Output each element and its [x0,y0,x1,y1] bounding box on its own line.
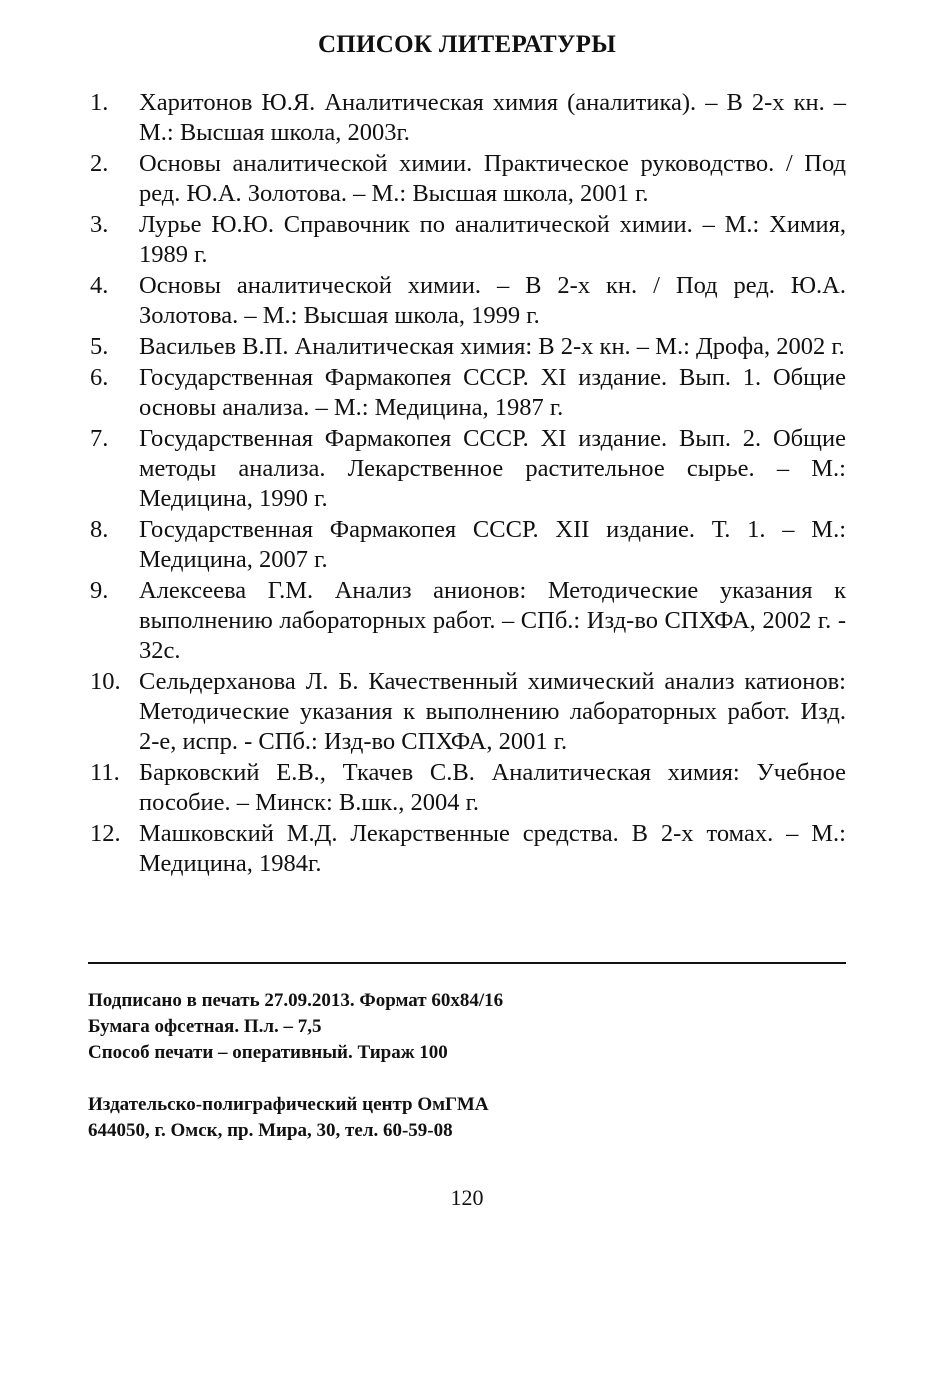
reference-number: 3. [90,211,109,238]
reference-item [88,332,846,362]
reference-text: Основы аналитической химии. Практическое руководство. / Под ред. Ю.А. Золотова. – М.: Высшая школа, 2001 г. [139,150,846,207]
reference-item [88,88,846,148]
imprint-block [88,988,788,1144]
reference-text: Государственная Фармакопея СССР. XII издание. Т. 1. – М.: Медицина, 2007 г. [139,516,846,573]
reference-number: 5. [90,333,109,360]
reference-item [88,424,846,514]
reference-number: 7. [90,425,109,452]
reference-list [88,88,846,880]
imprint-signed: Подписано в печать 27.09.2013. Формат 60х84/16 [88,990,504,1011]
imprint-address: 644050, г. Омск, пр. Мира, 30, тел. 60-59-08 [88,1120,453,1141]
reference-item [88,819,846,879]
imprint-printing: Способ печати – оперативный. Тираж 100 [88,1042,448,1063]
reference-number: 10. [90,668,121,695]
imprint-spacer [88,1066,788,1092]
reference-item [88,271,846,331]
reference-text: Государственная Фармакопея СССР. XI издание. Вып. 1. Общие основы анализа. – М.: Медицина, 1987 г. [139,364,846,421]
reference-number: 2. [90,150,109,177]
reference-number: 1. [90,89,109,116]
reference-text: Васильев В.П. Аналитическая химия: В 2-х кн. – М.: Дрофа, 2002 г. [139,333,845,360]
reference-number: 11. [90,759,120,786]
page-number: 120 [450,1185,484,1210]
reference-number: 8. [90,516,109,543]
reference-text: Барковский Е.В., Ткачев С.В. Аналитическая химия: Учебное пособие. – Минск: В.шк., 2004 г. [139,759,846,816]
reference-text: Лурье Ю.Ю. Справочник по аналитической химии. – М.: Химия, 1989 г. [139,211,846,268]
imprint-publisher: Издательско-полиграфический центр ОмГМА [88,1094,489,1115]
page-title: СПИСОК ЛИТЕРАТУРЫ [317,31,617,58]
reference-item [88,667,846,757]
reference-item [88,210,846,270]
reference-item [88,515,846,575]
reference-item [88,576,846,666]
imprint-divider [88,962,846,964]
reference-item [88,758,846,818]
reference-text: Государственная Фармакопея СССР. XI издание. Вып. 2. Общие методы анализа. Лекарственное растительное сырье. – М.: Медицина, 1990 г. [139,425,846,512]
reference-text: Сельдерханова Л. Б. Качественный химический анализ катионов: Методические указания к выполнению лабораторных работ. Изд. 2-е, испр. - СПб.: Изд-во СПХФА, 2001 г. [139,668,846,755]
reference-text: Харитонов Ю.Я. Аналитическая химия (аналитика). – В 2-х кн. – М.: Высшая школа, 2003г. [139,89,846,146]
reference-number: 6. [90,364,109,391]
reference-number: 9. [90,577,109,604]
reference-number: 12. [90,820,121,847]
reference-number: 4. [90,272,109,299]
reference-item [88,149,846,209]
reference-text: Алексеева Г.М. Анализ анионов: Методические указания к выполнению лабораторных работ. – СПб.: Изд-во СПХФА, 2002 г. - 32с. [139,577,846,664]
reference-item [88,363,846,423]
imprint-paper: Бумага офсетная. П.л. – 7,5 [88,1016,322,1037]
reference-text: Машковский М.Д. Лекарственные средства. В 2-х томах. – М.: Медицина, 1984г. [139,820,846,877]
reference-text: Основы аналитической химии. – В 2-х кн. / Под ред. Ю.А. Золотова. – М.: Высшая школа, 1999 г. [139,272,846,329]
